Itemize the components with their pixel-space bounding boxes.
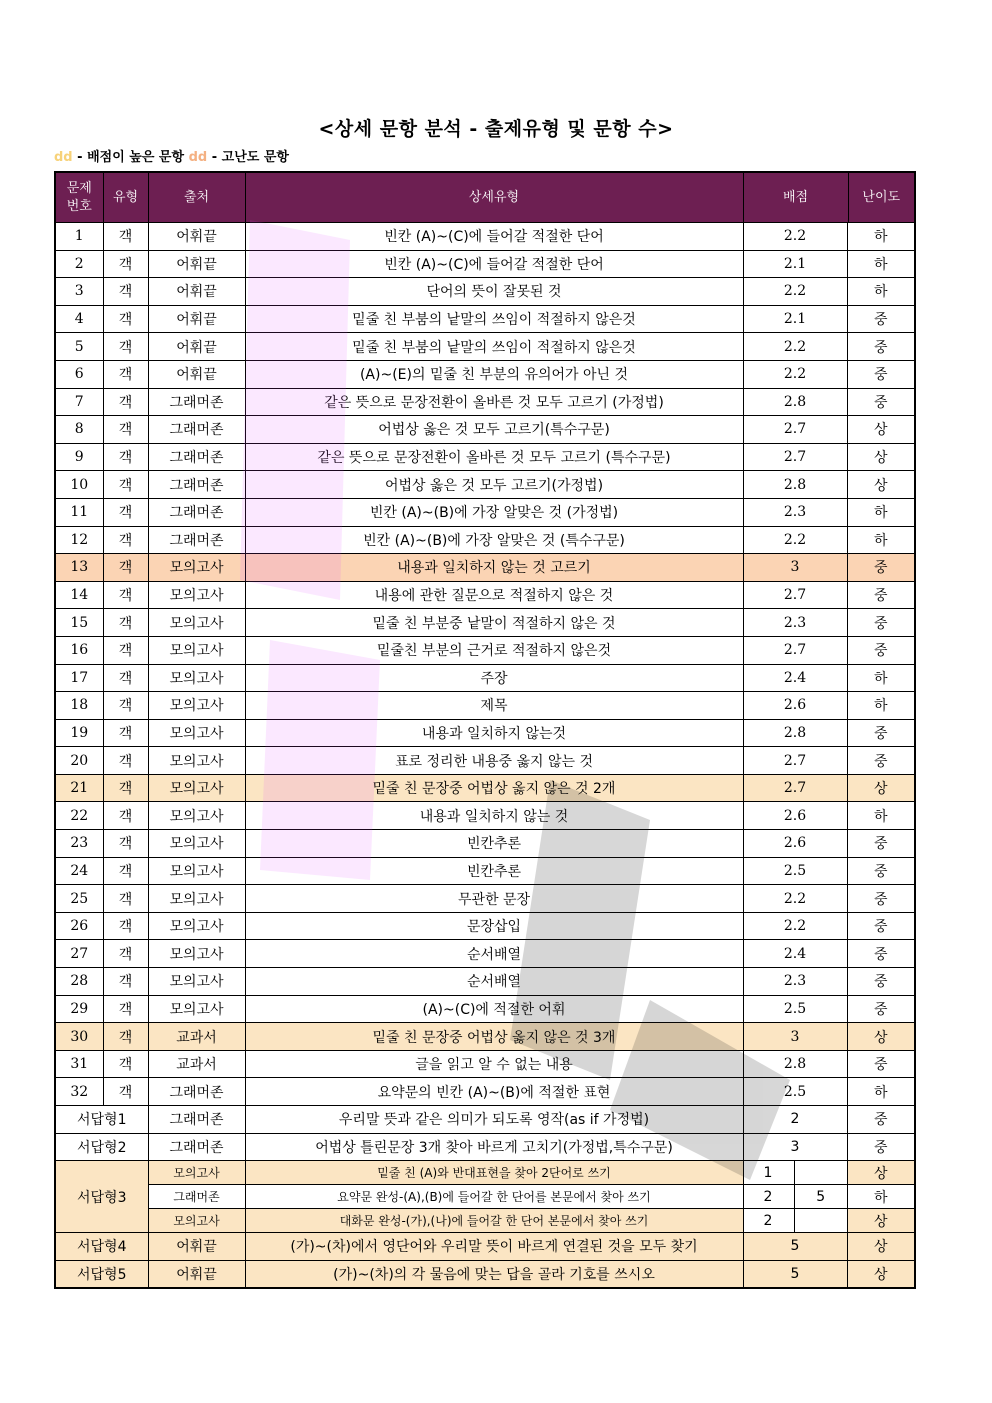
cell-detail: 순서배열 xyxy=(245,968,743,996)
table-row xyxy=(55,250,915,278)
cell-difficulty: 상 xyxy=(847,1233,915,1261)
table-row-essay2 xyxy=(55,1133,915,1161)
cell-score: 2.5 xyxy=(743,1078,847,1106)
table-row xyxy=(55,1050,915,1078)
cell-difficulty: 하 xyxy=(847,250,915,278)
cell-score: 2.6 xyxy=(743,802,847,830)
cell-score: 2 xyxy=(743,1106,847,1134)
cell-difficulty: 하 xyxy=(847,1078,915,1106)
table-row xyxy=(55,912,915,940)
cell-difficulty: 중 xyxy=(847,305,915,333)
cell-detail: 밑줄 친 문장중 어법상 옳지 않은 것 3개 xyxy=(245,1023,743,1051)
cell-source: 어휘끝 xyxy=(148,223,245,251)
cell-num: 12 xyxy=(55,526,103,554)
cell-num: 5 xyxy=(55,333,103,361)
cell-detail: 빈칸 (A)~(B)에 가장 알맞은 것 (가정법) xyxy=(245,498,743,526)
cell-difficulty: 중 xyxy=(847,885,915,913)
cell-difficulty: 상 xyxy=(847,1209,915,1233)
cell-score: 2.2 xyxy=(743,526,847,554)
cell-source: 그래머존 xyxy=(148,443,245,471)
cell-num: 6 xyxy=(55,360,103,388)
cell-type: 객 xyxy=(103,885,148,913)
cell-detail: 빈칸추론 xyxy=(245,857,743,885)
cell-total-score: 5 xyxy=(816,1188,826,1205)
cell-difficulty: 상 xyxy=(847,774,915,802)
table-header-row xyxy=(55,172,915,223)
cell-source: 어휘끝 xyxy=(148,305,245,333)
cell-num: 29 xyxy=(55,995,103,1023)
cell-detail: 표로 정리한 내용중 옳지 않는 것 xyxy=(245,747,743,775)
table-row xyxy=(55,471,915,499)
page-title: <상세 문항 분석 - 출제유형 및 문항 수> xyxy=(318,118,674,140)
cell-difficulty: 상 xyxy=(847,416,915,444)
cell-difficulty: 중 xyxy=(847,747,915,775)
table-row xyxy=(55,223,915,251)
cell-score: 2.2 xyxy=(743,912,847,940)
cell-score: 2.6 xyxy=(743,692,847,720)
cell-source: 교과서 xyxy=(148,1023,245,1051)
cell-detail: 순서배열 xyxy=(245,940,743,968)
cell-type: 객 xyxy=(103,857,148,885)
cell-source: 어휘끝 xyxy=(148,1260,245,1288)
cell-type: 객 xyxy=(103,719,148,747)
cell-source: 모의고사 xyxy=(148,912,245,940)
cell-num: 4 xyxy=(55,305,103,333)
cell-type: 객 xyxy=(103,995,148,1023)
cell-score: 2.1 xyxy=(743,305,847,333)
table-row xyxy=(55,333,915,361)
cell-difficulty: 하 xyxy=(847,802,915,830)
cell-subscore: 1 xyxy=(744,1161,796,1184)
cell-score: 2.7 xyxy=(743,443,847,471)
cell-detail: 빈칸추론 xyxy=(245,830,743,858)
cell-type: 객 xyxy=(103,443,148,471)
cell-difficulty: 중 xyxy=(847,830,915,858)
cell-source: 어휘끝 xyxy=(148,333,245,361)
cell-detail: 어법상 옳은 것 모두 고르기(가정법) xyxy=(245,471,743,499)
cell-source: 그래머존 xyxy=(148,526,245,554)
cell-num: 19 xyxy=(55,719,103,747)
cell-type: 객 xyxy=(103,471,148,499)
cell-detail: 대화문 완성-(가),(나)에 들어갈 한 단어 본문에서 찾아 쓰기 xyxy=(245,1209,743,1233)
cell-num: 서답형1 xyxy=(55,1106,148,1134)
cell-type: 객 xyxy=(103,1050,148,1078)
cell-detail: 내용과 일치하지 않는 것 xyxy=(245,802,743,830)
cell-score: 2.7 xyxy=(743,636,847,664)
cell-score: 3 xyxy=(743,554,847,582)
cell-source: 모의고사 xyxy=(148,995,245,1023)
cell-type: 객 xyxy=(103,609,148,637)
cell-difficulty: 중 xyxy=(847,554,915,582)
cell-score: 2.2 xyxy=(743,333,847,361)
cell-subscore: 2 xyxy=(744,1185,796,1208)
cell-score-split xyxy=(743,1161,847,1185)
cell-num: 17 xyxy=(55,664,103,692)
cell-num: 24 xyxy=(55,857,103,885)
cell-difficulty: 하 xyxy=(847,498,915,526)
cell-type: 객 xyxy=(103,664,148,692)
table-row xyxy=(55,609,915,637)
cell-num: 14 xyxy=(55,581,103,609)
cell-source: 그래머존 xyxy=(148,416,245,444)
cell-detail: 같은 뜻으로 문장전환이 올바른 것 모두 고르기 (가정법) xyxy=(245,388,743,416)
cell-score: 2.8 xyxy=(743,471,847,499)
table-row xyxy=(55,719,915,747)
cell-source: 교과서 xyxy=(148,1050,245,1078)
cell-source: 그래머존 xyxy=(148,498,245,526)
legend-swatch-high-score: dd xyxy=(54,150,73,165)
legend-text-hard: - 고난도 문항 xyxy=(207,150,289,165)
cell-source: 그래머존 xyxy=(148,1185,245,1209)
cell-score: 2.3 xyxy=(743,609,847,637)
cell-source: 모의고사 xyxy=(148,857,245,885)
cell-source: 모의고사 xyxy=(148,609,245,637)
cell-total-spacer xyxy=(795,1161,847,1184)
cell-detail: 요약문의 빈칸 (A)~(B)에 적절한 표현 xyxy=(245,1078,743,1106)
table-row xyxy=(55,995,915,1023)
cell-score: 2.7 xyxy=(743,774,847,802)
cell-type: 객 xyxy=(103,278,148,306)
cell-score: 2.2 xyxy=(743,223,847,251)
cell-difficulty: 하 xyxy=(847,223,915,251)
cell-num: 27 xyxy=(55,940,103,968)
cell-difficulty: 중 xyxy=(847,912,915,940)
table-row-essay1 xyxy=(55,1106,915,1134)
cell-detail: 내용과 일치하지 않는 것 고르기 xyxy=(245,554,743,582)
cell-type: 객 xyxy=(103,498,148,526)
cell-score: 2.2 xyxy=(743,885,847,913)
cell-score: 2.8 xyxy=(743,388,847,416)
cell-difficulty: 중 xyxy=(847,360,915,388)
cell-type: 객 xyxy=(103,416,148,444)
cell-num: 30 xyxy=(55,1023,103,1051)
table-body xyxy=(55,223,915,1106)
cell-num: 18 xyxy=(55,692,103,720)
cell-type: 객 xyxy=(103,388,148,416)
cell-type: 객 xyxy=(103,940,148,968)
cell-num: 11 xyxy=(55,498,103,526)
cell-score: 2.1 xyxy=(743,250,847,278)
cell-source: 모의고사 xyxy=(148,636,245,664)
legend xyxy=(54,146,289,165)
cell-source: 모의고사 xyxy=(148,968,245,996)
cell-total-spacer xyxy=(795,1209,847,1232)
cell-type: 객 xyxy=(103,636,148,664)
cell-type: 객 xyxy=(103,692,148,720)
cell-score: 5 xyxy=(743,1233,847,1261)
cell-difficulty: 상 xyxy=(847,1161,915,1185)
cell-score-split xyxy=(743,1185,847,1209)
cell-num: 20 xyxy=(55,747,103,775)
header-source: 출처 xyxy=(148,172,245,223)
header-detail: 상세유형 xyxy=(245,172,743,223)
table-row xyxy=(55,416,915,444)
table-row-essay3-b xyxy=(55,1185,915,1209)
table-row xyxy=(55,664,915,692)
cell-difficulty: 하 xyxy=(847,664,915,692)
cell-source: 그래머존 xyxy=(148,1106,245,1134)
cell-score: 2.2 xyxy=(743,360,847,388)
cell-score: 2.2 xyxy=(743,278,847,306)
cell-difficulty: 하 xyxy=(847,526,915,554)
cell-source: 모의고사 xyxy=(148,581,245,609)
cell-difficulty: 중 xyxy=(847,636,915,664)
table-row xyxy=(55,1023,915,1051)
cell-difficulty: 중 xyxy=(847,857,915,885)
cell-source: 모의고사 xyxy=(148,830,245,858)
header-difficulty: 난이도 xyxy=(848,173,914,222)
cell-score: 2.7 xyxy=(743,416,847,444)
cell-type: 객 xyxy=(103,968,148,996)
cell-source: 어휘끝 xyxy=(148,360,245,388)
cell-num: 서답형4 xyxy=(55,1233,148,1261)
header-type: 유형 xyxy=(103,172,148,223)
cell-detail: 단어의 뜻이 잘못된 것 xyxy=(245,278,743,306)
cell-detail: 밑줄 친 (A)와 반대표현을 찾아 2단어로 쓰기 xyxy=(245,1161,743,1185)
cell-type: 객 xyxy=(103,774,148,802)
cell-score: 2.5 xyxy=(743,995,847,1023)
cell-detail: 제목 xyxy=(245,692,743,720)
table-row xyxy=(55,443,915,471)
cell-num: 28 xyxy=(55,968,103,996)
cell-detail: 밑줄 친 부붐의 낱말의 쓰임이 적절하지 않은것 xyxy=(245,333,743,361)
cell-detail: (A)~(C)에 적절한 어휘 xyxy=(245,995,743,1023)
table-row-essay3-a xyxy=(55,1161,915,1185)
cell-detail: (가)~(차)의 각 물음에 맞는 답을 골라 기호를 쓰시오 xyxy=(245,1260,743,1288)
cell-detail: 문장삽입 xyxy=(245,912,743,940)
cell-type: 객 xyxy=(103,305,148,333)
cell-source: 그래머존 xyxy=(148,1078,245,1106)
cell-source: 그래머존 xyxy=(148,471,245,499)
essay-section xyxy=(55,1106,915,1289)
table-row-essay5 xyxy=(55,1260,915,1288)
cell-score: 2.6 xyxy=(743,830,847,858)
cell-num: 7 xyxy=(55,388,103,416)
cell-detail: 무관한 문장 xyxy=(245,885,743,913)
table-row xyxy=(55,1078,915,1106)
cell-detail: 글을 읽고 알 수 없는 내용 xyxy=(245,1050,743,1078)
cell-difficulty: 상 xyxy=(847,1023,915,1051)
cell-num: 9 xyxy=(55,443,103,471)
cell-source: 그래머존 xyxy=(148,388,245,416)
cell-difficulty: 하 xyxy=(847,278,915,306)
cell-difficulty: 상 xyxy=(847,471,915,499)
cell-source: 모의고사 xyxy=(148,747,245,775)
cell-difficulty: 상 xyxy=(847,443,915,471)
cell-source: 모의고사 xyxy=(148,554,245,582)
cell-source: 모의고사 xyxy=(148,802,245,830)
cell-detail: 밑줄 친 부붐의 낱말의 쓰임이 적절하지 않은것 xyxy=(245,305,743,333)
cell-subscore: 2 xyxy=(744,1209,796,1232)
cell-num: 31 xyxy=(55,1050,103,1078)
cell-detail: 빈칸 (A)~(C)에 들어갈 적절한 단어 xyxy=(245,250,743,278)
cell-difficulty: 중 xyxy=(847,968,915,996)
table-row xyxy=(55,830,915,858)
cell-num: 15 xyxy=(55,609,103,637)
legend-swatch-hard: dd xyxy=(188,150,208,165)
cell-source: 모의고사 xyxy=(148,940,245,968)
table-row xyxy=(55,885,915,913)
cell-difficulty: 중 xyxy=(847,333,915,361)
cell-num: 22 xyxy=(55,802,103,830)
cell-score: 2.3 xyxy=(743,498,847,526)
cell-num: 3 xyxy=(55,278,103,306)
cell-num: 2 xyxy=(55,250,103,278)
cell-type: 객 xyxy=(103,581,148,609)
cell-score: 2.5 xyxy=(743,857,847,885)
cell-type: 객 xyxy=(103,802,148,830)
cell-detail: 밑줄친 부분의 근거로 적절하지 않은것 xyxy=(245,636,743,664)
cell-num: 서답형3 xyxy=(55,1161,148,1233)
cell-source: 어휘끝 xyxy=(148,1233,245,1261)
cell-detail: 내용과 일치하지 않는것 xyxy=(245,719,743,747)
legend-text-high-score: - 배점이 높은 문항 xyxy=(72,150,189,165)
cell-difficulty: 중 xyxy=(847,719,915,747)
table-row xyxy=(55,692,915,720)
table-row xyxy=(55,388,915,416)
cell-type: 객 xyxy=(103,223,148,251)
cell-source: 모의고사 xyxy=(148,1161,245,1185)
cell-difficulty: 상 xyxy=(847,1260,915,1288)
cell-source: 그래머존 xyxy=(148,1133,245,1161)
cell-type: 객 xyxy=(103,1023,148,1051)
cell-detail: 빈칸 (A)~(B)에 가장 알맞은 것 (특수구문) xyxy=(245,526,743,554)
table-row xyxy=(55,554,915,582)
cell-num: 16 xyxy=(55,636,103,664)
cell-num: 26 xyxy=(55,912,103,940)
header-score-difficulty xyxy=(743,172,915,223)
cell-difficulty: 중 xyxy=(847,1106,915,1134)
table-row xyxy=(55,498,915,526)
cell-num: 23 xyxy=(55,830,103,858)
cell-score: 5 xyxy=(743,1260,847,1288)
cell-detail: 어법상 옳은 것 모두 고르기(특수구문) xyxy=(245,416,743,444)
table-row xyxy=(55,968,915,996)
cell-detail: 빈칸 (A)~(C)에 들어갈 적절한 단어 xyxy=(245,223,743,251)
cell-score: 3 xyxy=(743,1133,847,1161)
cell-source: 모의고사 xyxy=(148,774,245,802)
table-row xyxy=(55,802,915,830)
cell-num: 25 xyxy=(55,885,103,913)
cell-detail: (A)~(E)의 밑줄 친 부분의 유의어가 아닌 것 xyxy=(245,360,743,388)
cell-source: 어휘끝 xyxy=(148,250,245,278)
cell-difficulty: 중 xyxy=(847,1050,915,1078)
cell-score: 2.7 xyxy=(743,747,847,775)
cell-detail: 주장 xyxy=(245,664,743,692)
table-row xyxy=(55,747,915,775)
cell-detail: 밑줄 친 부분중 낱말이 적절하지 않은 것 xyxy=(245,609,743,637)
cell-score: 3 xyxy=(743,1023,847,1051)
cell-num: 10 xyxy=(55,471,103,499)
cell-detail: (가)~(차)에서 영단어와 우리말 뜻이 바르게 연결된 것을 모두 찾기 xyxy=(245,1233,743,1261)
cell-difficulty: 중 xyxy=(847,1133,915,1161)
cell-source: 모의고사 xyxy=(148,1209,245,1233)
cell-type: 객 xyxy=(103,250,148,278)
cell-difficulty: 하 xyxy=(847,692,915,720)
cell-detail: 어법상 틀린문장 3개 찾아 바르게 고치기(가정법,특수구문) xyxy=(245,1133,743,1161)
cell-num: 32 xyxy=(55,1078,103,1106)
cell-detail: 우리말 뜻과 같은 의미가 되도록 영작(as if 가정법) xyxy=(245,1106,743,1134)
cell-num: 1 xyxy=(55,223,103,251)
table-row xyxy=(55,581,915,609)
cell-type: 객 xyxy=(103,1078,148,1106)
cell-type: 객 xyxy=(103,360,148,388)
table-row xyxy=(55,278,915,306)
cell-difficulty: 중 xyxy=(847,581,915,609)
header-num: 문제 번호 xyxy=(55,172,103,223)
cell-score: 2.3 xyxy=(743,968,847,996)
header-score: 배점 xyxy=(744,173,849,222)
cell-difficulty: 중 xyxy=(847,388,915,416)
table-row xyxy=(55,526,915,554)
table-row xyxy=(55,305,915,333)
cell-detail: 요약문 완성-(A),(B)에 들어갈 한 단어를 본문에서 찾아 쓰기 xyxy=(245,1185,743,1209)
cell-source: 모의고사 xyxy=(148,692,245,720)
cell-detail: 같은 뜻으로 문장전환이 올바른 것 모두 고르기 (특수구문) xyxy=(245,443,743,471)
cell-source: 모의고사 xyxy=(148,885,245,913)
cell-type: 객 xyxy=(103,526,148,554)
cell-source: 어휘끝 xyxy=(148,278,245,306)
cell-score: 2.8 xyxy=(743,1050,847,1078)
cell-type: 객 xyxy=(103,912,148,940)
table-row xyxy=(55,774,915,802)
cell-num: 13 xyxy=(55,554,103,582)
cell-num: 서답형5 xyxy=(55,1260,148,1288)
cell-source: 모의고사 xyxy=(148,664,245,692)
cell-difficulty: 하 xyxy=(847,1185,915,1209)
cell-score: 2.7 xyxy=(743,581,847,609)
cell-difficulty: 중 xyxy=(847,940,915,968)
cell-score: 2.8 xyxy=(743,719,847,747)
cell-difficulty: 중 xyxy=(847,995,915,1023)
cell-num: 8 xyxy=(55,416,103,444)
table-row-essay3-c xyxy=(55,1209,915,1233)
cell-type: 객 xyxy=(103,830,148,858)
cell-score: 2.4 xyxy=(743,664,847,692)
table-row xyxy=(55,360,915,388)
table-row xyxy=(55,636,915,664)
table-row-essay4 xyxy=(55,1233,915,1261)
cell-type: 객 xyxy=(103,747,148,775)
cell-source: 모의고사 xyxy=(148,719,245,747)
cell-score-split xyxy=(743,1209,847,1233)
table-row xyxy=(55,857,915,885)
table-row xyxy=(55,940,915,968)
cell-type: 객 xyxy=(103,333,148,361)
cell-num: 서답형2 xyxy=(55,1133,148,1161)
cell-detail: 내용에 관한 질문으로 적절하지 않은 것 xyxy=(245,581,743,609)
cell-num: 21 xyxy=(55,774,103,802)
cell-score: 2.4 xyxy=(743,940,847,968)
cell-detail: 밑줄 친 문장중 어법상 옳지 않은 것 2개 xyxy=(245,774,743,802)
cell-type: 객 xyxy=(103,554,148,582)
analysis-table xyxy=(54,171,916,1289)
cell-difficulty: 중 xyxy=(847,609,915,637)
